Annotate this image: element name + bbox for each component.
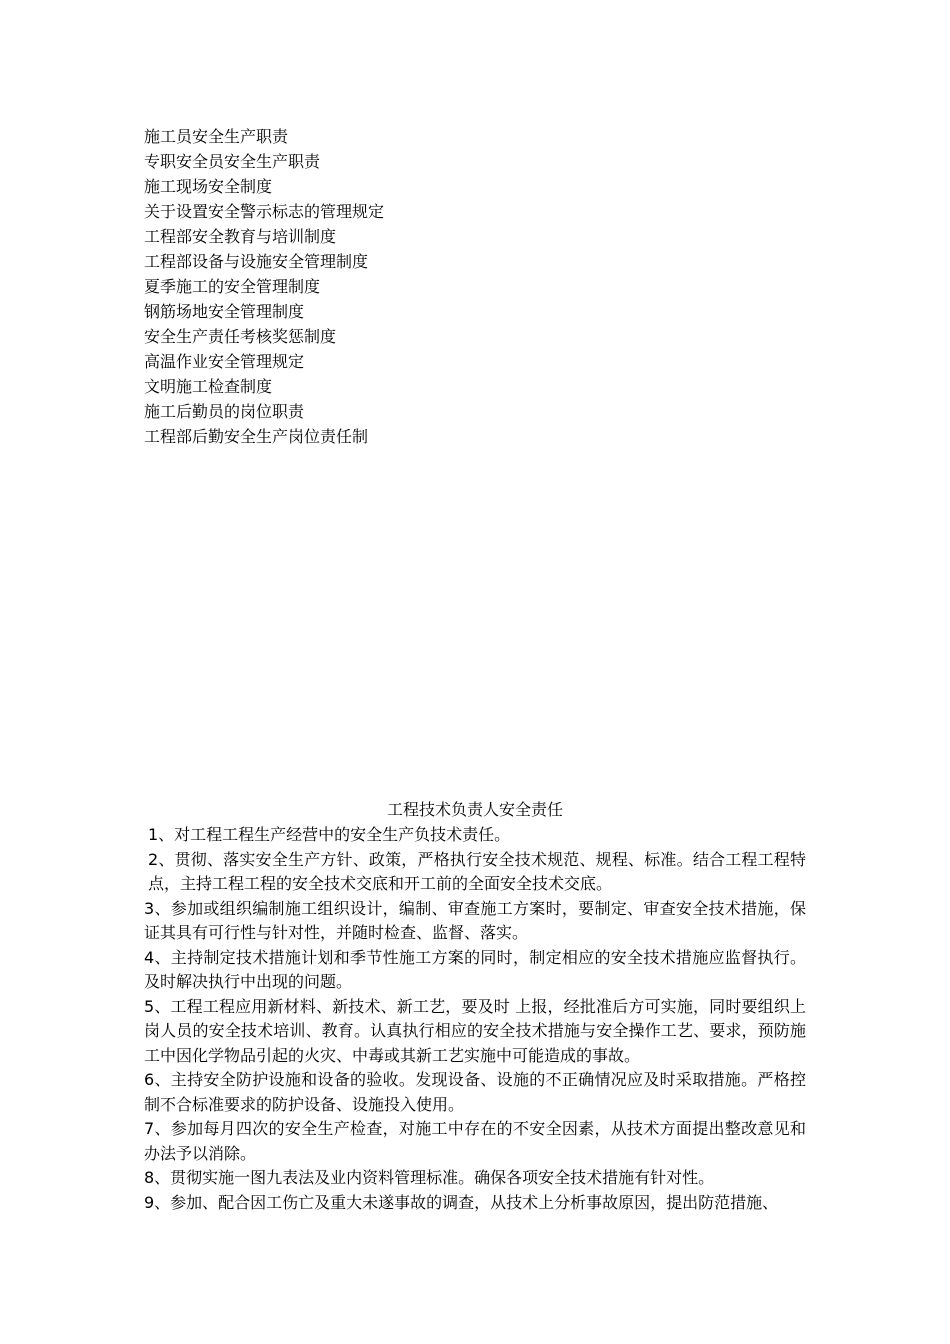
clause-item: 9、参加、配合因工伤亡及重大未遂事故的调查，从技术上分析事故原因，提出防范措施、 (144, 1192, 779, 1212)
clause-item: 6、主持安全防护设施和设备的验收。发现设备、设施的不正确情况应及时采取措施。严格控制不合标准要求的防护设备、设施投入使用。 (144, 1070, 806, 1114)
list-item: 工程部后勤安全生产岗位责任制 (144, 427, 369, 446)
responsibility-section (144, 797, 806, 1215)
list-item: 施工后勤员的岗位职责 (144, 402, 305, 421)
list-item: 钢筋场地安全管理制度 (144, 302, 305, 321)
clause-item: 7、参加每月四次的安全生产检查，对施工中存在的不安全因素，从技术方面提出整改意见和办法予以消除。 (144, 1119, 806, 1163)
list-item: 安全生产责任考核奖惩制度 (144, 327, 337, 346)
list-item: 施工现场安全制度 (144, 177, 273, 196)
clause-item: 4、主持制定技术措施计划和季节性施工方案的同时，制定相应的安全技术措施应监督执行。及时解决执行中出现的问题。 (144, 947, 806, 991)
clause-item: 5、工程工程应用新材料、新技术、新工艺，要及时 上报，经批准后方可实施，同时要组织上岗人员的安全技术培训、教育。认真执行相应的安全技术措施与安全操作工艺、要求，预防施工中因化学物品引起的火灾、中毒或其新工艺实施中可能造成的事故。 (144, 996, 806, 1065)
clause-item: 3、参加或组织编制施工组织设计，编制、审查施工方案时，要制定、审查安全技术措施，保证其具有可行性与针对性，并随时检查、监督、落实。 (144, 898, 806, 942)
list-item: 夏季施工的安全管理制度 (144, 277, 321, 296)
clause-item: 1、对工程工程生产经营中的安全生产负技术责任。 (148, 825, 511, 844)
document-list (144, 124, 804, 449)
section-title: 工程技术负责人安全责任 (386, 800, 563, 819)
list-item: 关于设置安全警示标志的管理规定 (144, 202, 385, 221)
list-item: 工程部设备与设施安全管理制度 (144, 252, 369, 271)
list-item: 高温作业安全管理规定 (144, 352, 305, 371)
clause-list (144, 823, 806, 1215)
list-item: 文明施工检查制度 (144, 377, 273, 396)
list-item: 施工员安全生产职责 (144, 127, 289, 146)
clause-item: 2、贯彻、落实安全生产方针、政策，严格执行安全技术规范、规程、标准。结合工程工程特点，主持工程工程的安全技术交底和开工前的全面安全技术交底。 (148, 849, 806, 893)
list-item: 专职安全员安全生产职责 (144, 152, 321, 171)
list-item: 工程部安全教育与培训制度 (144, 227, 337, 246)
clause-item: 8、贯彻实施一图九表法及业内资料管理标准。确保各项安全技术措施有针对性。 (144, 1168, 715, 1187)
